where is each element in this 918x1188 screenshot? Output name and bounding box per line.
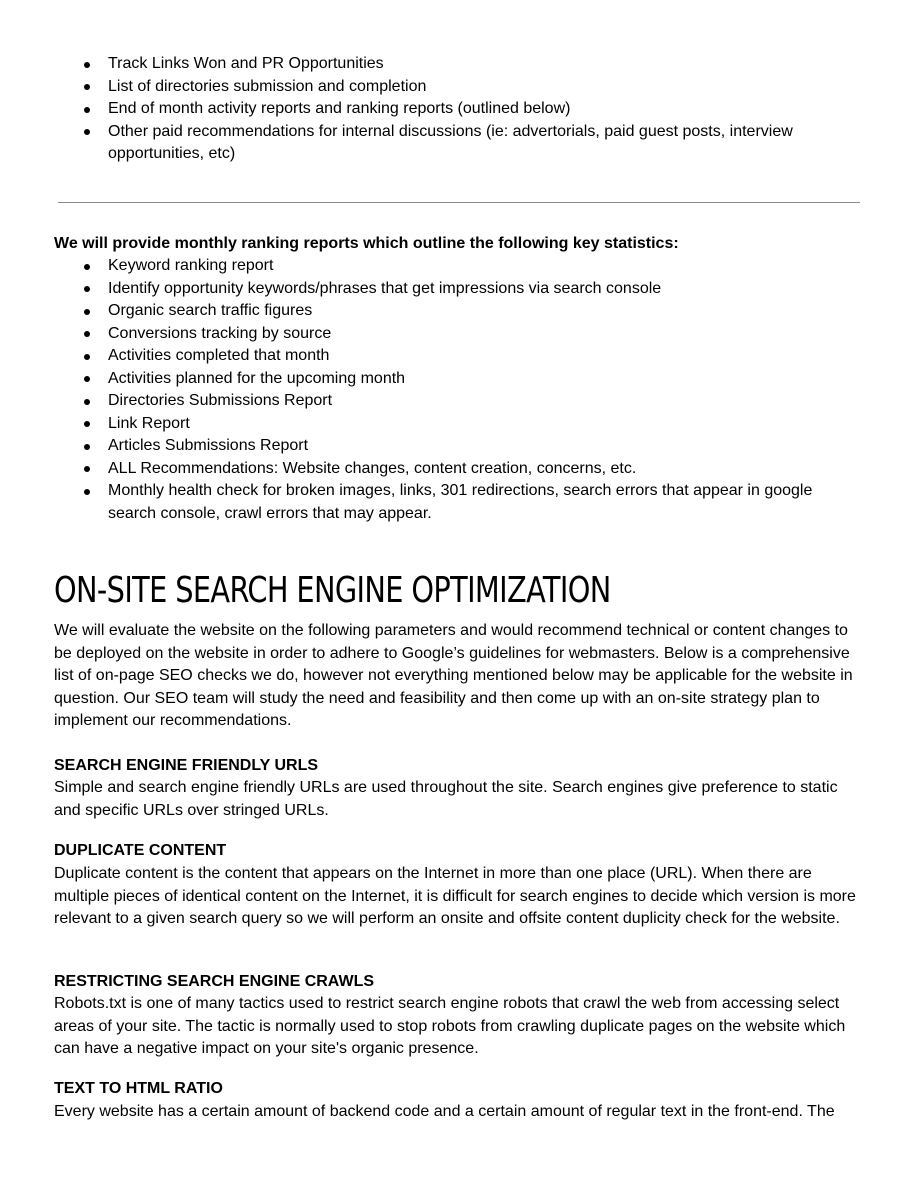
list-item — [0, 323, 828, 346]
list-item — [0, 390, 828, 413]
list-item — [0, 255, 828, 278]
list-item — [0, 53, 828, 76]
list-item-text: Keyword ranking report — [108, 257, 274, 274]
list-item — [0, 300, 828, 323]
bullet-icon — [84, 444, 90, 450]
list-item — [0, 413, 828, 436]
list-item — [0, 458, 828, 481]
list-item-text: Articles Submissions Report — [108, 437, 309, 454]
bullet-icon — [84, 421, 90, 427]
subsection-body: Robots.txt is one of many tactics used to restrict search engine robots that crawl the web from accessing select areas of your site. The tactic is normally used to stop robots from crawling duplicate pages on the website which can have a negative impact on your site's organic presence. — [54, 995, 846, 1057]
bullet-icon — [84, 376, 90, 382]
list-item-text: Link Report — [108, 414, 190, 432]
list-item — [0, 368, 828, 391]
horizontal-divider — [58, 202, 860, 203]
list-item — [0, 345, 828, 368]
bullet-icon — [84, 309, 90, 315]
list-item — [0, 76, 828, 99]
bullet-icon — [84, 466, 90, 472]
bullet-icon — [84, 286, 90, 292]
list-item-text: Activities planned for the upcoming month — [108, 369, 406, 387]
bullet-icon — [84, 129, 90, 135]
list-item-text: End of month activity reports and ranking reports (outlined below) — [108, 100, 571, 117]
list-item-text: Conversions tracking by source — [108, 324, 332, 342]
list-item-text: Monthly health check for broken images, links, 301 redirections, search errors that appear in google search console, crawl errors that may appear. — [108, 482, 813, 522]
deliverables-list — [0, 53, 828, 166]
bullet-icon — [84, 62, 90, 68]
subsection-body: Every website has a certain amount of backend code and a certain amount of regular text in the front-end. The — [54, 1103, 835, 1120]
bullet-icon — [84, 489, 90, 495]
bullet-icon — [84, 354, 90, 360]
bullet-icon — [84, 331, 90, 337]
list-item — [0, 278, 828, 301]
list-item-text: ALL Recommendations: Website changes, content creation, concerns, etc. — [108, 459, 637, 477]
reports-intro: We will provide monthly ranking reports which outline the following key statistics: — [54, 235, 679, 252]
list-item-text: Directories Submissions Report — [108, 392, 333, 409]
list-item — [0, 98, 828, 121]
subsection-heading: DUPLICATE CONTENT — [54, 842, 227, 859]
list-item — [0, 121, 828, 166]
subsection-body: Simple and search engine friendly URLs are used throughout the site. Search engines give preference to static and specific URLs over stringed URLs. — [54, 779, 838, 819]
report-statistics-list — [0, 255, 828, 525]
list-item — [0, 480, 828, 525]
subsection-heading: TEXT TO HTML RATIO — [54, 1080, 223, 1097]
list-item-text: Organic search traffic figures — [108, 302, 313, 319]
subsection-heading: RESTRICTING SEARCH ENGINE CRAWLS — [54, 973, 375, 990]
subsection-heading: SEARCH ENGINE FRIENDLY URLS — [54, 757, 319, 774]
section-title: ON-SITE SEARCH ENGINE OPTIMIZATION — [54, 570, 611, 611]
list-item-text: Activities completed that month — [108, 347, 330, 364]
list-item-text: List of directories submission and completion — [108, 77, 427, 95]
section-intro: We will evaluate the website on the following parameters and would recommend technical or content changes to be deployed on the website in order to adhere to Google’s guidelines for webmasters. Below is a comprehensive list of on-page SEO checks we do, however not everything mentioned below may be applicable for the website in question. Our SEO team will study the need and feasibility and then come up with an on-site strategy plan to implement our recommendations. — [54, 622, 853, 729]
bullet-icon — [84, 84, 90, 90]
bullet-icon — [84, 264, 90, 270]
subsection-body: Duplicate content is the content that appears on the Internet in more than one place (URL). When there are multiple pieces of identical content on the Internet, it is difficult for search engines to decide which version is more relevant to a given search query so we will perform an onsite and offsite content duplicity check for the website. — [54, 865, 856, 927]
list-item-text: Track Links Won and PR Opportunities — [108, 55, 384, 72]
list-item-text: Identify opportunity keywords/phrases that get impressions via search console — [108, 279, 662, 297]
list-item — [0, 435, 828, 458]
list-item-text: Other paid recommendations for internal discussions (ie: advertorials, paid guest posts, interview opportunities, etc) — [108, 122, 793, 162]
bullet-icon — [84, 399, 90, 405]
bullet-icon — [84, 107, 90, 113]
